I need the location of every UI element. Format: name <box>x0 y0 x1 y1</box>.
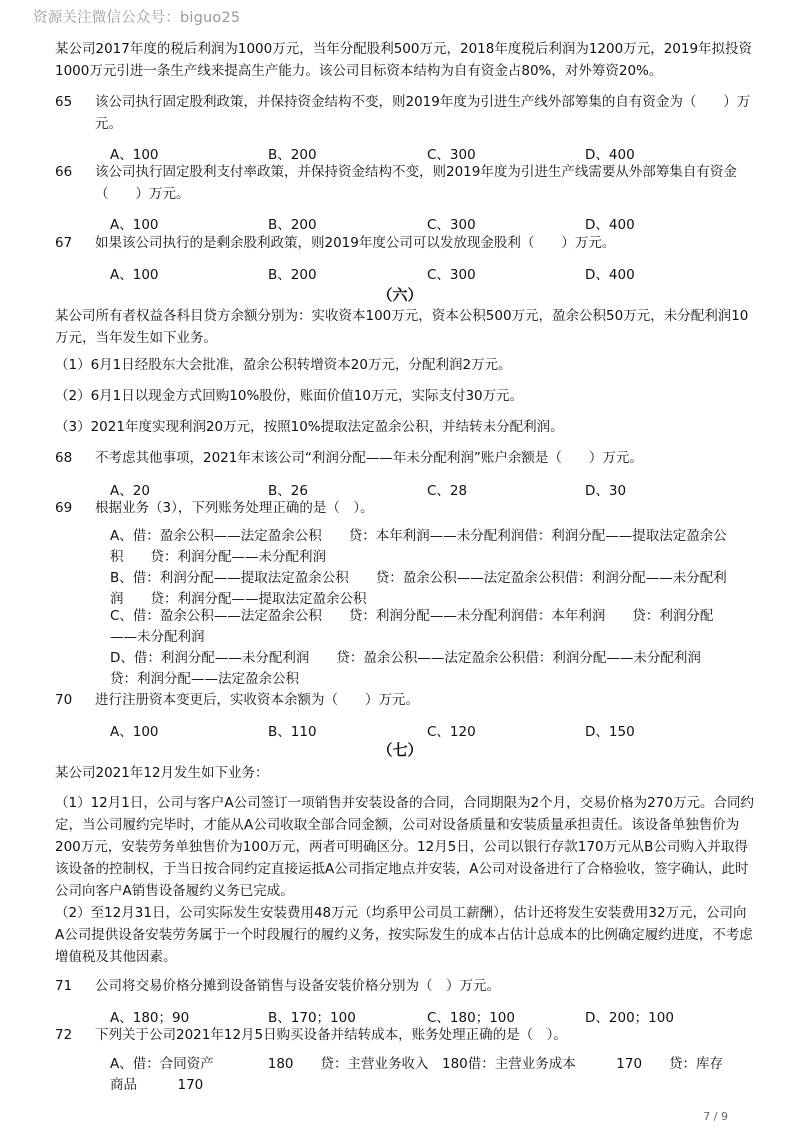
option-b[interactable]: B、200 <box>268 217 317 233</box>
question-number: 65 <box>55 94 73 110</box>
option-c[interactable]: C、300 <box>427 217 476 233</box>
option-a[interactable]: A、100 <box>110 147 159 163</box>
option-c[interactable]: C、120 <box>427 724 476 740</box>
question-text: 如果该公司执行的是剩余股利政策，则2019年度公司可以发放现金股利（ ）万元。 <box>95 235 616 251</box>
question-72 <box>55 1024 755 1046</box>
option-b[interactable]: B、170；100 <box>268 1010 356 1026</box>
option-a[interactable]: A、借：合同资产 180 贷：主营业务收入 180借：主营业务成本 170 贷：库存商品 170 <box>110 1056 724 1093</box>
option-d[interactable]: D、借：利润分配——未分配利润 贷：盈余公积——法定盈余公积借：利润分配——未分配利润 贷：利润分配——法定盈余公积 <box>110 650 728 687</box>
option-d[interactable]: D、30 <box>585 483 627 499</box>
option-b[interactable]: B、200 <box>268 267 317 283</box>
option-a[interactable]: A、100 <box>110 267 159 283</box>
question-70 <box>55 689 755 711</box>
question-text: 公司将交易价格分摊到设备销售与设备安装价格分别为（ ）万元。 <box>95 978 500 994</box>
question-68 <box>55 447 755 469</box>
question-text: 该公司执行固定股利政策，并保持资金结构不变，则2019年度为引进生产线外部筹集的自有资金为（ ）万元。 <box>95 94 751 132</box>
option-d[interactable]: D、150 <box>585 724 635 740</box>
business-item-1: （1）12月1日，公司与客户A公司签订一项销售并安装设备的合同，合同期限为2个月，交易价格为270万元。合同约定，当公司履约完毕时，才能从A公司收取全部合同金额，公司对设备质量和安装质量承担责任。该设备单独售价为200万元，安装劳务单独售价为100万元，两者可明确区分。12月5日，公司以银行存款170万元从B公司购入并取得该设备的控制权，于当日按合同约定直接运抵A公司指定地点并安装，A公司对设备进行了合格验收，签字确认，此时公司向客户A销售设备履约义务已完成。 <box>55 795 754 899</box>
question-65 <box>55 91 755 135</box>
question-66-options <box>110 213 710 233</box>
option-a[interactable]: A、180；90 <box>110 1010 190 1026</box>
question-65-options <box>110 143 710 163</box>
question-71 <box>55 975 755 997</box>
option-b[interactable]: B、200 <box>268 147 317 163</box>
question-67 <box>55 232 755 254</box>
question-number: 70 <box>55 692 73 708</box>
option-a[interactable]: A、20 <box>110 483 150 499</box>
watermark-text: 资源关注微信公众号：biguo25 <box>33 10 241 26</box>
option-d[interactable]: D、200；100 <box>585 1010 674 1026</box>
question-67-options <box>110 263 710 283</box>
business-item-2: （2）至12月31日，公司实际发生安装费用48万元（均系甲公司员工薪酬），估计还将发生安装费用32万元，公司向A公司提供设备安装劳务属于一个时段履行的履约义务，按实际发生的成本占估计总成本的比例确定履约进度，不考虑增值税及其他因素。 <box>55 905 753 965</box>
question-number: 69 <box>55 500 73 516</box>
option-c[interactable]: C、180；100 <box>427 1010 515 1026</box>
option-a[interactable]: A、100 <box>110 217 159 233</box>
business-item-3: （3）2021年度实现利润20万元，按照10%提取法定盈余公积，并结转未分配利润。 <box>55 419 564 435</box>
option-b[interactable]: B、26 <box>268 483 308 499</box>
business-item-2: （2）6月1日以现金方式回购10%股份，账面价值10万元，实际支付30万元。 <box>55 388 524 404</box>
question-number: 67 <box>55 235 73 251</box>
option-d[interactable]: D、400 <box>585 217 635 233</box>
case-intro-5: 某公司2017年度的税后利润为1000万元，当年分配股利500万元，2018年度税后利润为1200万元，2019年拟投资1000万元引进一条生产线来提高生产能力。该公司目标资本结构为自有资金占80%，对外筹资20%。 <box>55 41 753 79</box>
option-c[interactable]: C、借：盈余公积——法定盈余公积 贷：利润分配——未分配利润借：本年利润 贷：利润分配——未分配利润 <box>110 608 714 645</box>
question-text: 该公司执行固定股利支付率政策，并保持资金结构不变，则2019年度为引进生产线需要从外部筹集自有资金（ ）万元。 <box>95 164 737 202</box>
option-a[interactable]: A、100 <box>110 724 159 740</box>
section-heading-7: （七） <box>377 741 423 759</box>
question-number: 72 <box>55 1027 73 1043</box>
option-c[interactable]: C、28 <box>427 483 468 499</box>
page-number: 7 / 9 <box>703 1110 728 1123</box>
option-a[interactable]: A、借：盈余公积——法定盈余公积 贷：本年利润——未分配利润借：利润分配——提取法定盈余公积 贷：利润分配——未分配利润 <box>110 528 727 565</box>
question-text: 不考虑其他事项，2021年末该公司“利润分配——年未分配利润”账户余额是（ ）万元。 <box>95 450 643 466</box>
option-d[interactable]: D、400 <box>585 267 635 283</box>
question-70-options <box>110 720 710 740</box>
question-number: 66 <box>55 164 73 180</box>
question-68-options <box>110 479 710 499</box>
question-text: 下列关于公司2021年12月5日购买设备并结转成本，账务处理正确的是（ ）。 <box>95 1027 567 1043</box>
case-intro-7: 某公司2021年12月发生如下业务： <box>55 765 269 781</box>
option-b[interactable]: B、110 <box>268 724 317 740</box>
question-text: 进行注册资本变更后，实收资本余额为（ ）万元。 <box>95 692 419 708</box>
option-b[interactable]: B、借：利润分配——提取法定盈余公积 贷：盈余公积——法定盈余公积借：利润分配——未分配利润 贷：利润分配——提取法定盈余公积 <box>110 570 727 607</box>
question-text: 根据业务（3），下列账务处理正确的是（ ）。 <box>95 500 374 516</box>
question-number: 71 <box>55 978 73 994</box>
option-c[interactable]: C、300 <box>427 267 476 283</box>
business-item-1: （1）6月1日经股东大会批准，盈余公积转增资本20万元，分配利润2万元。 <box>55 357 512 373</box>
question-71-options <box>110 1006 710 1026</box>
case-intro-6: 某公司所有者权益各科目贷方余额分别为：实收资本100万元，资本公积500万元，盈余公积50万元，未分配利润10万元，当年发生如下业务。 <box>55 308 749 346</box>
question-number: 68 <box>55 450 73 466</box>
option-c[interactable]: C、300 <box>427 147 476 163</box>
option-d[interactable]: D、400 <box>585 147 635 163</box>
section-heading-6: （六） <box>377 286 423 304</box>
question-69 <box>55 497 755 519</box>
question-66 <box>55 161 755 205</box>
